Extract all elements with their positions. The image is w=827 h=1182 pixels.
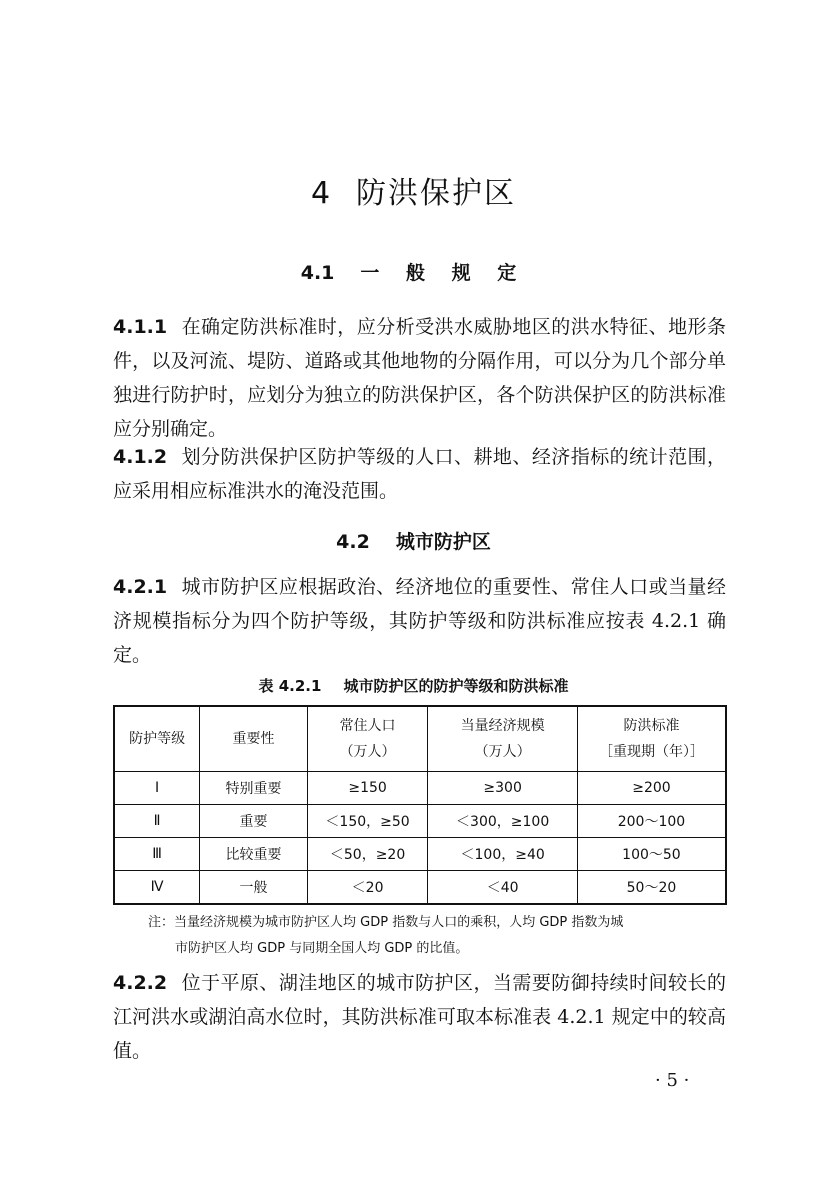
header-economy: 当量经济规模 （万人）: [428, 706, 578, 772]
cell-standard: 50～20: [577, 871, 726, 905]
cell-grade: Ⅳ: [114, 871, 200, 905]
table-caption-title: 城市防护区的防护等级和防洪标准: [343, 677, 569, 695]
clause-4-2-2-number: 4.2.2: [113, 972, 168, 994]
clause-4-1-2-number: 4.1.2: [113, 446, 168, 468]
cell-economy: ＜300，≥100: [428, 805, 578, 838]
table-row: [114, 838, 726, 871]
table-caption-number: 表 4.2.1: [258, 677, 322, 695]
section-4-1-title: 一 般 规 定: [360, 262, 527, 284]
cell-importance: 比较重要: [200, 838, 308, 871]
clause-4-1-2-text: 划分防洪保护区防护等级的人口、耕地、经济指标的统计范围，应采用相应标准洪水的淹没范围。: [113, 446, 726, 502]
cell-standard: 100～50: [577, 838, 726, 871]
table-header-row: [114, 706, 726, 772]
cell-economy: ＜100，≥40: [428, 838, 578, 871]
cell-importance: 特别重要: [200, 772, 308, 805]
cell-standard: 200～100: [577, 805, 726, 838]
clause-4-2-1-text: 城市防护区应根据政治、经济地位的重要性、常住人口或当量经济规模指标分为四个防护等级，其防护等级和防洪标准应按表 4.2.1 确定。: [113, 576, 726, 666]
header-grade: 防护等级: [114, 706, 200, 772]
chapter-title: [0, 168, 827, 212]
table-row: [114, 772, 726, 805]
table-caption: [0, 675, 827, 696]
cell-population: ＜150，≥50: [307, 805, 428, 838]
table-row: [114, 805, 726, 838]
cell-importance: 一般: [200, 871, 308, 905]
cell-economy: ≥300: [428, 772, 578, 805]
header-economy-unit: （万人）: [474, 744, 531, 760]
clause-4-1-2: [113, 440, 726, 508]
cell-standard: ≥200: [577, 772, 726, 805]
clause-4-2-1-number: 4.2.1: [113, 576, 168, 598]
cell-population: ＜50，≥20: [307, 838, 428, 871]
section-4-2-heading: [0, 527, 827, 554]
section-4-1-heading: [0, 258, 827, 285]
section-4-2-number: 4.2: [336, 531, 370, 553]
table-row: [114, 871, 726, 905]
clause-4-1-1-number: 4.1.1: [113, 316, 168, 338]
clause-4-2-2: [113, 966, 726, 1068]
page-number: · 5 ·: [655, 1070, 690, 1091]
header-population-unit: （万人）: [339, 744, 396, 760]
header-importance: 重要性: [200, 706, 308, 772]
clause-4-2-2-text: 位于平原、湖洼地区的城市防护区，当需要防御持续时间较长的江河洪水或湖泊高水位时，其防洪标准可取本标准表 4.2.1 规定中的较高值。: [113, 972, 726, 1062]
table-note: [148, 910, 728, 962]
clause-4-2-1: [113, 570, 726, 672]
cell-grade: Ⅱ: [114, 805, 200, 838]
clause-4-1-1: [113, 310, 726, 446]
cell-importance: 重要: [200, 805, 308, 838]
cell-grade: Ⅰ: [114, 772, 200, 805]
cell-grade: Ⅲ: [114, 838, 200, 871]
chapter-number: 4: [310, 176, 333, 211]
table-note-line-2: 市防护区人均 GDP 与同期全国人均 GDP 的比值。: [175, 941, 469, 956]
cell-economy: ＜40: [428, 871, 578, 905]
header-standard: 防洪标准 ［重现期（年）］: [577, 706, 726, 772]
table-note-line-1: 注：当量经济规模为城市防护区人均 GDP 指数与人口的乘积，人均 GDP 指数为城: [148, 915, 624, 930]
header-standard-unit: ［重现期（年）］: [598, 744, 704, 760]
chapter-title-text: 防洪保护区: [356, 176, 517, 211]
clause-4-1-1-text: 在确定防洪标准时，应分析受洪水威胁地区的洪水特征、地形条件，以及河流、堤防、道路或其他地物的分隔作用，可以分为几个部分单独进行防护时，应划分为独立的防洪保护区，各个防洪保护区的防洪标准应分别确定。: [113, 316, 726, 440]
cell-population: ＜20: [307, 871, 428, 905]
header-population: 常住人口 （万人）: [307, 706, 428, 772]
cell-population: ≥150: [307, 772, 428, 805]
section-4-2-title: 城市防护区: [395, 531, 491, 553]
protection-grade-table: [113, 705, 727, 905]
section-4-1-number: 4.1: [300, 262, 335, 284]
